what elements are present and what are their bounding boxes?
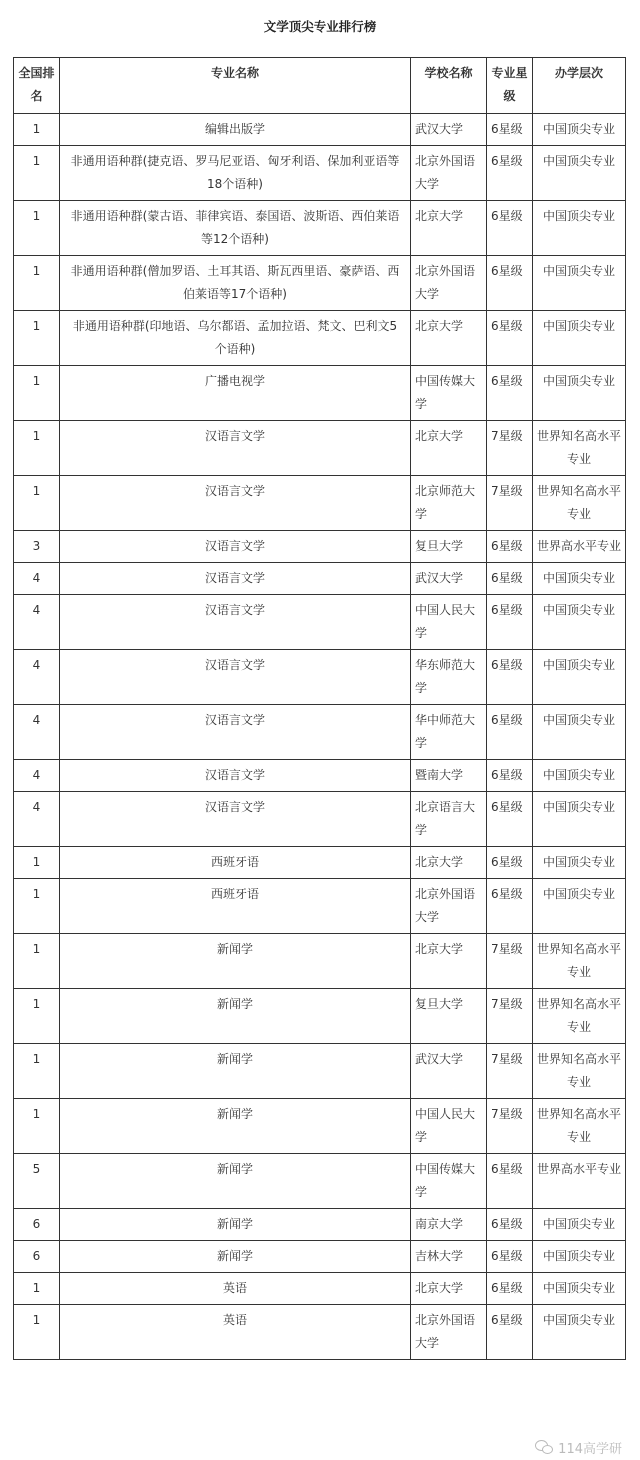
cell-school: 吉林大学: [411, 1241, 487, 1273]
cell-rank: 4: [14, 760, 60, 792]
cell-star: 7星级: [487, 1099, 533, 1154]
cell-school: 复旦大学: [411, 531, 487, 563]
cell-major: 新闻学: [60, 1044, 411, 1099]
table-header: [14, 58, 626, 114]
cell-major: 广播电视学: [60, 366, 411, 421]
cell-school: 南京大学: [411, 1209, 487, 1241]
cell-star: 7星级: [487, 934, 533, 989]
table-row: [14, 476, 626, 531]
table-row: [14, 366, 626, 421]
header-school: 学校名称: [411, 58, 487, 114]
cell-major: 英语: [60, 1273, 411, 1305]
cell-rank: 1: [14, 934, 60, 989]
cell-rank: 1: [14, 114, 60, 146]
cell-star: 6星级: [487, 847, 533, 879]
cell-school: 中国传媒大学: [411, 366, 487, 421]
table-row: [14, 847, 626, 879]
table-row: [14, 311, 626, 366]
cell-level: 世界高水平专业: [533, 531, 626, 563]
table-row: [14, 1305, 626, 1360]
cell-major: 汉语言文学: [60, 705, 411, 760]
cell-major: 非通用语种群(蒙古语、菲律宾语、泰国语、波斯语、西伯莱语等12个语种): [60, 201, 411, 256]
cell-school: 北京大学: [411, 201, 487, 256]
cell-rank: 1: [14, 1305, 60, 1360]
cell-school: 武汉大学: [411, 563, 487, 595]
cell-star: 6星级: [487, 531, 533, 563]
cell-level: 中国顶尖专业: [533, 650, 626, 705]
cell-star: 6星级: [487, 879, 533, 934]
table-row: [14, 650, 626, 705]
cell-rank: 1: [14, 989, 60, 1044]
watermark-text: 114高学研: [558, 1441, 622, 1457]
cell-rank: 1: [14, 476, 60, 531]
cell-school: 北京外国语大学: [411, 146, 487, 201]
cell-rank: 1: [14, 146, 60, 201]
cell-rank: 1: [14, 879, 60, 934]
cell-major: 新闻学: [60, 1209, 411, 1241]
table-row: [14, 1044, 626, 1099]
cell-level: 世界知名高水平专业: [533, 1044, 626, 1099]
ranking-table: [13, 57, 626, 1360]
table-row: [14, 705, 626, 760]
cell-school: 北京师范大学: [411, 476, 487, 531]
table-row: [14, 1241, 626, 1273]
wechat-icon: [535, 1440, 553, 1454]
cell-level: 中国顶尖专业: [533, 792, 626, 847]
cell-major: 非通用语种群(僧加罗语、土耳其语、斯瓦西里语、豪萨语、西伯莱语等17个语种): [60, 256, 411, 311]
watermark: [535, 1436, 622, 1458]
cell-school: 北京大学: [411, 311, 487, 366]
cell-star: 7星级: [487, 421, 533, 476]
cell-star: 6星级: [487, 1273, 533, 1305]
cell-school: 北京语言大学: [411, 792, 487, 847]
cell-major: 新闻学: [60, 934, 411, 989]
cell-star: 6星级: [487, 1154, 533, 1209]
cell-major: 汉语言文学: [60, 476, 411, 531]
cell-star: 6星级: [487, 792, 533, 847]
cell-star: 6星级: [487, 1241, 533, 1273]
cell-level: 中国顶尖专业: [533, 1241, 626, 1273]
cell-school: 暨南大学: [411, 760, 487, 792]
table-row: [14, 879, 626, 934]
cell-level: 中国顶尖专业: [533, 256, 626, 311]
cell-school: 北京大学: [411, 421, 487, 476]
cell-level: 中国顶尖专业: [533, 705, 626, 760]
cell-rank: 4: [14, 595, 60, 650]
cell-school: 中国人民大学: [411, 595, 487, 650]
cell-rank: 1: [14, 847, 60, 879]
cell-star: 6星级: [487, 595, 533, 650]
cell-major: 编辑出版学: [60, 114, 411, 146]
cell-level: 世界知名高水平专业: [533, 476, 626, 531]
cell-level: 中国顶尖专业: [533, 311, 626, 366]
cell-rank: 1: [14, 256, 60, 311]
cell-star: 6星级: [487, 256, 533, 311]
table-body: [14, 114, 626, 1360]
cell-level: 中国顶尖专业: [533, 595, 626, 650]
table-row: [14, 1099, 626, 1154]
cell-star: 6星级: [487, 146, 533, 201]
cell-major: 非通用语种群(捷克语、罗马尼亚语、匈牙利语、保加利亚语等18个语种): [60, 146, 411, 201]
cell-level: 中国顶尖专业: [533, 1305, 626, 1360]
cell-level: 中国顶尖专业: [533, 1273, 626, 1305]
cell-level: 世界高水平专业: [533, 1154, 626, 1209]
cell-major: 西班牙语: [60, 879, 411, 934]
header-major: 专业名称: [60, 58, 411, 114]
cell-rank: 1: [14, 1273, 60, 1305]
cell-rank: 6: [14, 1209, 60, 1241]
cell-major: 非通用语种群(印地语、乌尔都语、孟加拉语、梵文、巴利文5个语种): [60, 311, 411, 366]
cell-rank: 1: [14, 421, 60, 476]
cell-star: 6星级: [487, 366, 533, 421]
cell-level: 中国顶尖专业: [533, 1209, 626, 1241]
cell-rank: 4: [14, 650, 60, 705]
cell-star: 6星级: [487, 760, 533, 792]
cell-star: 7星级: [487, 989, 533, 1044]
cell-rank: 1: [14, 311, 60, 366]
cell-level: 中国顶尖专业: [533, 366, 626, 421]
cell-level: 中国顶尖专业: [533, 563, 626, 595]
cell-school: 北京大学: [411, 1273, 487, 1305]
cell-major: 汉语言文学: [60, 563, 411, 595]
table-row: [14, 563, 626, 595]
page-title: 文学顶尖专业排行榜: [263, 19, 377, 34]
cell-major: 汉语言文学: [60, 421, 411, 476]
cell-level: 中国顶尖专业: [533, 847, 626, 879]
cell-major: 新闻学: [60, 1241, 411, 1273]
header-star: 专业星级: [487, 58, 533, 114]
cell-level: 中国顶尖专业: [533, 201, 626, 256]
header-level: 办学层次: [533, 58, 626, 114]
cell-level: 中国顶尖专业: [533, 760, 626, 792]
cell-rank: 1: [14, 1099, 60, 1154]
cell-star: 6星级: [487, 201, 533, 256]
cell-rank: 5: [14, 1154, 60, 1209]
cell-major: 新闻学: [60, 1099, 411, 1154]
cell-school: 北京大学: [411, 934, 487, 989]
table-row: [14, 114, 626, 146]
cell-school: 北京大学: [411, 847, 487, 879]
cell-school: 中国人民大学: [411, 1099, 487, 1154]
cell-rank: 1: [14, 1044, 60, 1099]
cell-star: 6星级: [487, 114, 533, 146]
cell-level: 中国顶尖专业: [533, 879, 626, 934]
header-rank: 全国排名: [14, 58, 60, 114]
cell-major: 新闻学: [60, 989, 411, 1044]
cell-level: 世界知名高水平专业: [533, 989, 626, 1044]
cell-level: 世界知名高水平专业: [533, 421, 626, 476]
table-row: [14, 421, 626, 476]
cell-school: 北京外国语大学: [411, 879, 487, 934]
cell-rank: 4: [14, 705, 60, 760]
cell-level: 世界知名高水平专业: [533, 934, 626, 989]
cell-major: 汉语言文学: [60, 792, 411, 847]
cell-school: 复旦大学: [411, 989, 487, 1044]
table-row: [14, 760, 626, 792]
table-row: [14, 1209, 626, 1241]
header-row: [14, 58, 626, 114]
table-row: [14, 146, 626, 201]
cell-star: 7星级: [487, 476, 533, 531]
table-row: [14, 256, 626, 311]
table-row: [14, 989, 626, 1044]
cell-star: 6星级: [487, 705, 533, 760]
cell-school: 武汉大学: [411, 1044, 487, 1099]
table-row: [14, 1154, 626, 1209]
cell-rank: 1: [14, 366, 60, 421]
table-row: [14, 934, 626, 989]
cell-major: 英语: [60, 1305, 411, 1360]
cell-major: 汉语言文学: [60, 595, 411, 650]
cell-level: 世界知名高水平专业: [533, 1099, 626, 1154]
cell-star: 6星级: [487, 650, 533, 705]
cell-rank: 3: [14, 531, 60, 563]
table-row: [14, 201, 626, 256]
cell-rank: 4: [14, 563, 60, 595]
cell-school: 北京外国语大学: [411, 256, 487, 311]
cell-school: 华东师范大学: [411, 650, 487, 705]
cell-major: 汉语言文学: [60, 650, 411, 705]
table-row: [14, 595, 626, 650]
table-row: [14, 792, 626, 847]
cell-major: 新闻学: [60, 1154, 411, 1209]
cell-rank: 4: [14, 792, 60, 847]
cell-star: 6星级: [487, 1305, 533, 1360]
cell-level: 中国顶尖专业: [533, 114, 626, 146]
cell-major: 汉语言文学: [60, 760, 411, 792]
cell-level: 中国顶尖专业: [533, 146, 626, 201]
cell-major: 汉语言文学: [60, 531, 411, 563]
cell-star: 6星级: [487, 1209, 533, 1241]
table-row: [14, 531, 626, 563]
cell-star: 6星级: [487, 311, 533, 366]
cell-rank: 6: [14, 1241, 60, 1273]
cell-school: 北京外国语大学: [411, 1305, 487, 1360]
table-row: [14, 1273, 626, 1305]
cell-major: 西班牙语: [60, 847, 411, 879]
cell-star: 7星级: [487, 1044, 533, 1099]
cell-school: 武汉大学: [411, 114, 487, 146]
cell-school: 华中师范大学: [411, 705, 487, 760]
cell-school: 中国传媒大学: [411, 1154, 487, 1209]
cell-rank: 1: [14, 201, 60, 256]
cell-star: 6星级: [487, 563, 533, 595]
